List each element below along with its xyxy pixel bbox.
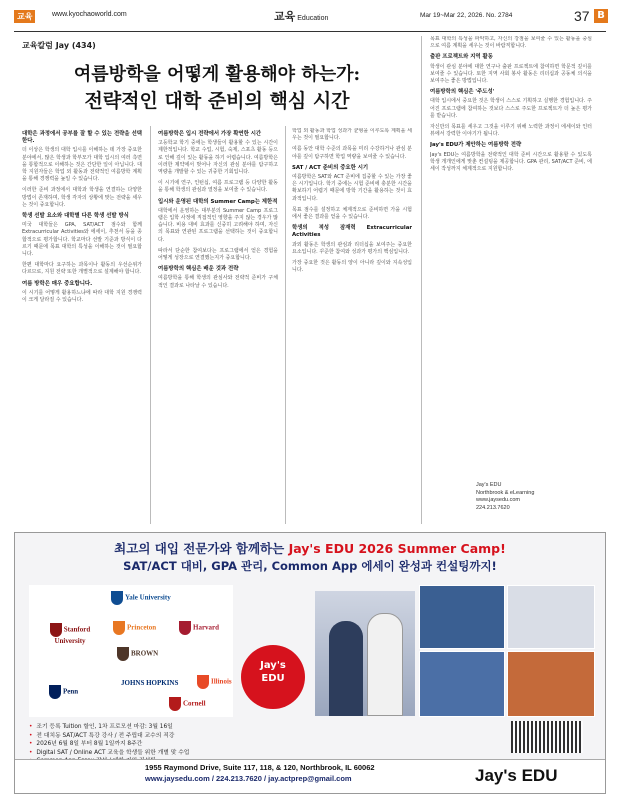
column-divider <box>285 126 286 524</box>
intro-heading: 대학은 과정에서 공부를 잘 할 수 있는 전략을 선택한다. <box>22 131 142 145</box>
paragraph: 학생이 관심 분야에 대한 연구나 출판 프로젝트에 참여하면 학문적 깊이를 보여줄 수 있습니다. 또한 지역 사회 봉사 활동은 리더십과 공동체 의식을 보여주는 좋은 방법입니다. <box>430 63 592 85</box>
article-title-line1: 여름방학을 어떻게 활용해야 하는가: <box>73 64 361 85</box>
page-header <box>14 8 606 32</box>
highlight-item: • Digital SAT / Online ACT 교육을 학생들 위한 개별 맞 수업 <box>29 749 359 758</box>
highlight-item: • 조기 등록 Tuition 할인, 1차 프로모션 마감: 3월 16일 <box>29 723 359 732</box>
jays-edu-badge <box>241 645 305 709</box>
contact-phone: 224.213.7620 <box>476 504 510 511</box>
issue-date: Mar 19~Mar 22, 2026. No. 2784 <box>420 12 513 19</box>
classroom-photos <box>419 585 595 717</box>
brown-logo: BROWN <box>117 647 158 661</box>
subheading: 여름방학의 핵심은 배운 것과 전략 <box>158 266 239 273</box>
article-column-4 <box>430 36 592 482</box>
ad-footer <box>15 759 605 793</box>
paragraph: 목표 점수를 설정하고 체계적으로 준비하면 가을 시험에서 좋은 결과를 얻을 수 있습니다. <box>292 206 412 221</box>
section-title <box>274 8 328 24</box>
stanford-logo: Stanford University <box>35 623 105 645</box>
subheading: SAT / ACT 준비의 중요한 시기 <box>292 164 369 171</box>
paragraph: 대학 입시에서 중요한 것은 학생이 스스로 기획하고 실행한 경험입니다. 주어진 프로그램에 참여하는 것보다 스스로 주도한 프로젝트가 더 높은 평가를 받습니다. <box>430 98 592 119</box>
paragraph: 미국 대학들은 GPA, SAT/ACT 점수와 함께 Extracurricular Activities와 에세이, 추천서 등을 종합적으로 평가합니다. 학교마다 선발 기준과 방식이 다르기 때문에 목표 대학의 특성을 이해하는 것이 필요합니다. <box>22 222 142 258</box>
paragraph: 여름 동안 대학 수준의 과목을 미리 수강하거나 관심 분야를 깊이 탐구하면 학업 역량을 보여줄 수 있습니다. <box>292 146 412 160</box>
ad-headline <box>15 539 605 557</box>
contact-website[interactable]: www.jaysedu.com <box>476 497 521 503</box>
subheading: 학생의 적성 잠재력 Extracurricular Activities <box>292 225 412 239</box>
paragraph: 이러한 준비 과정에서 대학과 학생을 연결하는 다양한 방법이 존재하며, 학생 각자의 상황에 맞는 전략을 세우는 것이 중요합니다. <box>22 187 142 208</box>
contact-name: Jay's EDU <box>476 482 502 488</box>
penn-logo: Penn <box>49 685 78 699</box>
contact-location: Northbrook & eLearning <box>476 489 535 496</box>
ad-brand: Jay's EDU <box>475 766 558 785</box>
paragraph: 이 시기를 어떻게 활용하느냐에 따라 대학 지원 경쟁력이 크게 달라질 수 있습니다. <box>22 289 142 304</box>
paragraph: 과외 활동은 학생의 관심과 리더십을 보여주는 중요한 요소입니다. 꾸준한 참여와 성과가 평가의 핵심입니다. <box>292 241 412 255</box>
ad-headline-part2: Jay's EDU 2026 Summer Camp! <box>288 541 506 556</box>
ad-contact-line[interactable]: www.jaysedu.com / 224.213.7620 / jay.actprep@gmail.com <box>145 774 352 783</box>
column-divider <box>421 36 422 524</box>
paragraph: 따라서 단순한 참여보다는 프로그램에서 얻은 경험을 어떻게 성장으로 연결했는지가 중요합니다. <box>158 247 278 262</box>
subheading: 여름방학의 핵심은 '주도성' <box>430 89 495 96</box>
subheading: 여름방학은 입시 전략에서 가장 확연한 시간 <box>158 131 262 137</box>
paragraph: 학업 외 활동과 학업 성과가 균형을 이루도록 계획을 세우는 것이 필요합니다. <box>292 128 412 142</box>
paragraph: 한편 대학마다 요구하는 과목이나 활동의 우선순위가 다르므로, 지원 전략 또한 개별적으로 설계해야 합니다. <box>22 262 142 276</box>
subheading: 여름 방학은 매우 중요합니다. <box>22 280 93 287</box>
subheading: 입시와 운영된 대학의 Summer Camp는 제한적 <box>158 198 278 205</box>
instructor-figure <box>367 613 403 716</box>
highlight-item: • 전 대치동 SAT/ACT 특강 강사 / 전 주립대 교수의 직강 <box>29 732 359 741</box>
subheading: 학생 선발 요소와 대학별 다른 학생 선발 방식 <box>22 213 129 220</box>
section-korean: 교육 <box>274 11 296 23</box>
paragraph: 여름방학을 통해 학생의 관심사와 전략적 준비가 구체적인 결과로 나타날 수 있습니다. <box>158 275 278 289</box>
article-column-3 <box>292 128 412 524</box>
johns-hopkins-logo: JOHNS HOPKINS <box>121 679 179 687</box>
photo-tile <box>507 651 595 717</box>
subheading: Jay's EDU가 제안하는 여름방학 전략 <box>430 142 522 149</box>
photo-tile <box>507 585 595 649</box>
paragraph: 가장 중요한 것은 활동의 양이 아니라 깊이와 지속성입니다. <box>292 260 412 274</box>
paragraph: 이 시기에 연구, 인턴십, 여름 프로그램 등 다양한 활동을 통해 학생의 관심과 열정을 보여줄 수 있습니다. <box>158 180 278 194</box>
photo-tile <box>419 585 505 649</box>
summer-camp-advertisement <box>14 532 606 794</box>
princeton-logo: Princeton <box>113 621 156 635</box>
article-title-line2: 전략적인 대학 준비의 핵심 시간 <box>84 90 350 112</box>
paragraph: 대학에서 운영하는 대부분의 Summer Camp 프로그램은 입학 사정에 직접적인 영향을 주지 않는 경우가 많습니다. 비용 대비 효과를 신중히 고려해야 하며, 자신의 목표와 연관된 프로그램을 선택하는 것이 중요합니다. <box>158 207 278 243</box>
ad-address: 1955 Raymond Drive, Suite 117, 118, & 120, Northbrook, IL 60062 <box>145 763 375 772</box>
paragraph: 목표 대학의 특성을 파악하고, 자신의 강점을 보여줄 수 있는 활동을 중심으로 여름 계획을 세우는 것이 바람직합니다. <box>430 36 592 50</box>
harvard-logo: Harvard <box>179 621 219 635</box>
section-badge: B <box>594 9 608 23</box>
site-url[interactable]: www.kyochaoworld.com <box>52 11 127 18</box>
badge-line1: Jay's <box>260 660 286 671</box>
photo-tile <box>419 651 505 717</box>
highlight-item: • 2026년 6월 8일 부터 8월 1일까지 8주간 <box>29 740 359 749</box>
ad-headline-part1: 최고의 대입 전문가와 함께하는 <box>114 541 285 556</box>
newspaper-logo: 교육 <box>14 10 35 23</box>
section-english: Education <box>297 15 329 22</box>
paragraph: Jay's EDU는 여름방학을 전략적인 대학 준비 시간으로 활용할 수 있도록 학생 개개인에게 맞춘 컨설팅을 제공합니다. GPA 관리, SAT/ACT 준비, 에세이 작성까지 체계적으로 지원합니다. <box>430 151 592 173</box>
page-number: 37 <box>574 8 590 24</box>
university-logos <box>29 585 233 717</box>
instructors-photo <box>315 591 415 716</box>
column-label: 교육칼럼 Jay (434) <box>22 41 96 50</box>
illinois-logo: Illinois <box>197 675 232 689</box>
qr-code[interactable] <box>511 721 583 753</box>
paragraph: 고등학교 학기 중에는 학생들이 활용할 수 있는 시간이 제한적입니다. 학교 수업, 시험, 숙제, 스포츠 활동 등으로 인해 깊이 있는 활동을 하기 어렵습니다. 여름방학은 이러한 제약에서 벗어나 자신의 관심 분야를 탐구하고 역량을 개발할 수 있는 귀중한 기회입니다. <box>158 140 278 176</box>
ad-subheadline: SAT/ACT 대비, GPA 관리, Common App 에세이 완성과 컨설팅까지! <box>123 559 497 573</box>
article-column-1 <box>22 128 142 524</box>
article-column-2 <box>158 128 278 524</box>
badge-line2: EDU <box>261 673 285 684</box>
subheading: 출판 프로젝트와 지역 활동 <box>430 54 493 61</box>
column-divider <box>150 126 151 524</box>
instructor-figure <box>329 621 363 716</box>
paragraph: 여름방학은 SAT와 ACT 준비에 집중할 수 있는 가장 좋은 시기입니다. 학기 중에는 시험 준비에 충분한 시간을 확보하기 어렵기 때문에 방학 기간을 활용하는 것이 효과적입니다. <box>292 174 412 202</box>
cornell-logo: Cornell <box>169 697 206 711</box>
paragraph: 더 이상은 학생의 대학 입시를 이해하는 데 가장 중요한 분야에서, 많은 학생과 학부모가 대학 입시의 여러 측면을 통합적으로 이해하는 것은 간단한 일이 아닙니다. 대학 지원자들은 학업 외 활동과 전략적인 여름방학 계획을 통해 경쟁력을 높일 수 있습니다. <box>22 147 142 183</box>
yale-logo: Yale University <box>111 591 171 605</box>
header-rule <box>14 31 606 32</box>
paragraph: 자신만의 목표를 세우고 그것을 이루기 위해 노력한 과정이 에세이와 인터뷰에서 강력한 이야기가 됩니다. <box>430 124 592 138</box>
author-contact <box>476 482 534 512</box>
